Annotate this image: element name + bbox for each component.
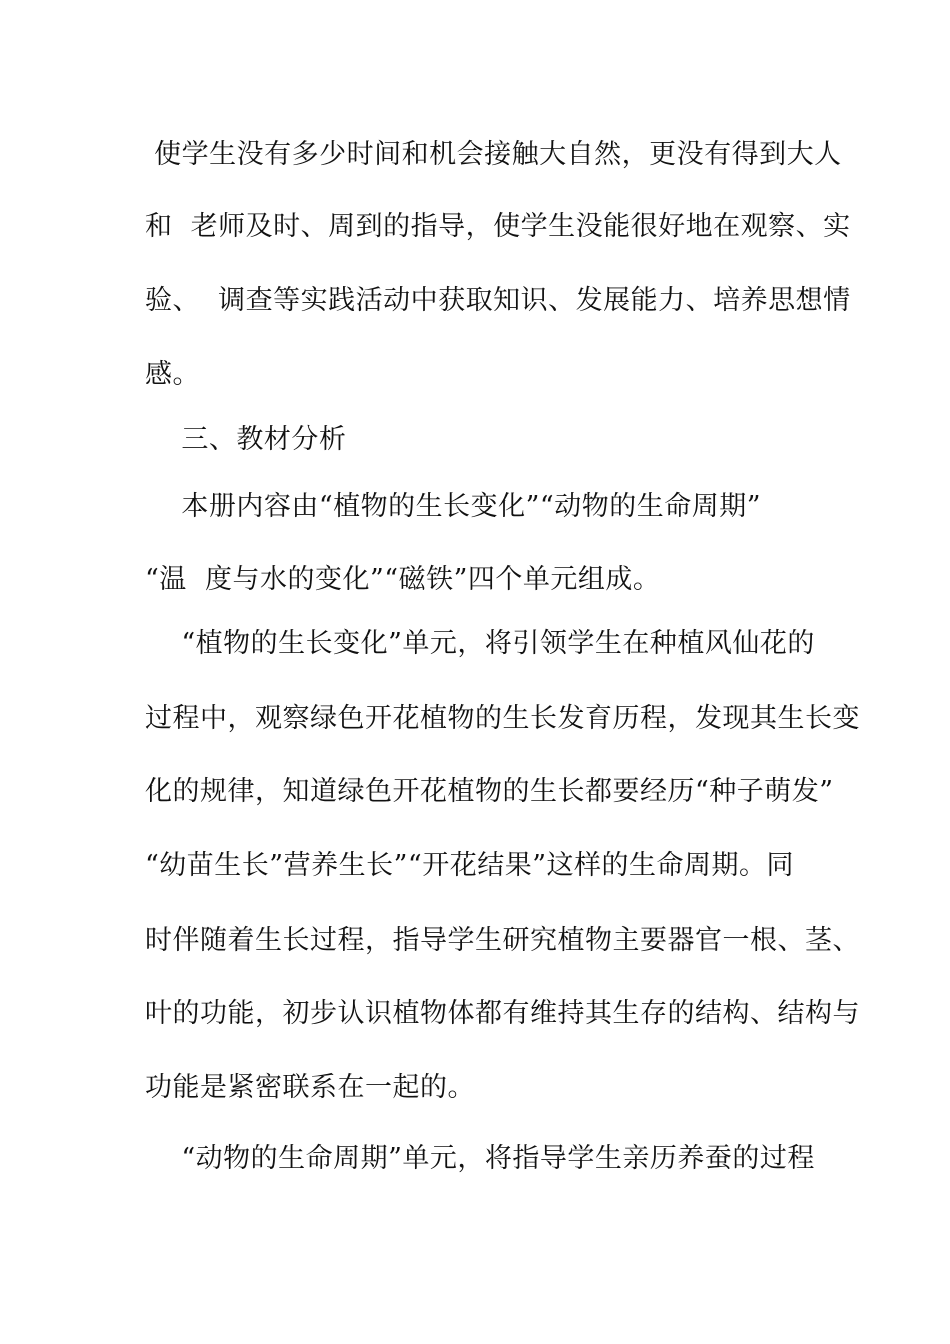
text-line: “温 度与水的变化”“磁铁”四个单元组成。 [145,564,661,595]
text-line: “幼苗生长”营养生长”“开花结果”这样的生命周期。同 [145,850,795,881]
text-line: 化的规律，知道绿色开花植物的生长都要经历“种子萌发” [145,776,834,807]
text-line: “植物的生长变化”单元，将引领学生在种植风仙花的 [145,628,815,659]
section-heading: 三、教材分析 [145,424,347,455]
text-line: 使学生没有多少时间和机会接触大自然，更没有得到大人 [145,139,842,170]
text-line: 时伴随着生长过程，指导学生研究植物主要器官一根、茎、 [145,925,860,956]
text-line: 验、 调查等实践活动中获取知识、发展能力、培养思想情 [145,285,851,316]
text-line: 本册内容由“植物的生长变化”“动物的生命周期” [145,491,762,522]
text-line: 和 老师及时、周到的指导，使学生没能很好地在观察、实 [145,211,851,242]
text-line: “动物的生命周期”单元，将指导学生亲历养蚕的过程 [145,1143,815,1174]
text-line: 功能是紧密联系在一起的。 [145,1072,475,1103]
text-line: 过程中，观察绿色开花植物的生长发育历程，发现其生长变 [145,703,860,734]
text-line: 感。 [145,359,200,390]
text-line: 叶的功能，初步认识植物体都有维持其生存的结构、结构与 [145,998,860,1029]
